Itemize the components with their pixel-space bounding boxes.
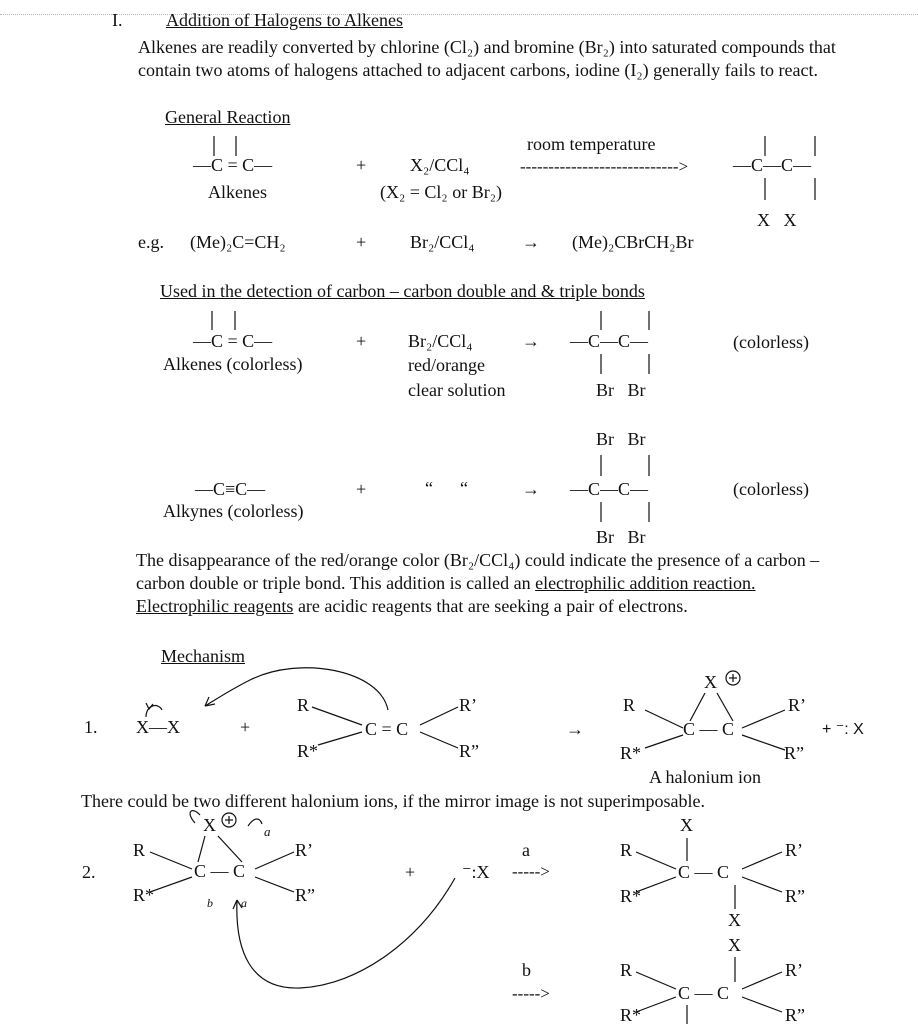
colorless-label: (colorless) (733, 479, 809, 499)
step2-r-star: R* (133, 885, 155, 905)
handwritten-a-lower: a (241, 896, 247, 910)
handwritten-b: b (207, 896, 213, 910)
bond-line (742, 710, 785, 728)
curved-arrow-nucleophile-attack (237, 878, 455, 988)
reagent-state: clear solution (408, 380, 506, 400)
ditto-marks: “ “ (425, 478, 468, 498)
product-a-r-star: R* (620, 886, 642, 906)
product-b-x-top: X (728, 935, 741, 955)
halonium-r-prime: R’ (788, 695, 806, 715)
product-a-c-c: C — C (678, 862, 730, 882)
product-b-c-c: C — C (678, 983, 730, 1003)
dibromo-product-bond: —C—C— (570, 331, 649, 351)
product-a-r-prime: R’ (785, 840, 803, 860)
bond-line (717, 693, 733, 721)
general-product-bond: —C—C— (733, 155, 812, 175)
tetrabromo-product-bond: —C—C— (570, 479, 649, 499)
product-a-r: R (620, 840, 633, 860)
arrow-head (146, 703, 153, 709)
bond-line (636, 877, 676, 892)
bond-line (742, 735, 785, 750)
plus-sign: + (405, 862, 416, 882)
reaction-arrow: → (522, 232, 540, 252)
bond-line (742, 877, 782, 892)
bond-line (645, 735, 683, 748)
arrow-head (233, 900, 242, 909)
halonium-r-dprime: R” (784, 743, 804, 763)
general-reagent: X₂/CCl₄ (410, 155, 470, 175)
product-a-r-dprime: R” (785, 886, 805, 906)
bond-line (742, 997, 782, 1012)
general-reaction-heading: General Reaction (165, 107, 291, 127)
step1-number: 1. (84, 717, 98, 737)
step2-c-c: C — C (194, 861, 246, 881)
bond-line (255, 877, 294, 892)
bridged-x: X (203, 815, 216, 835)
detection-heading: Used in the detection of carbon – carbon double and & triple bonds (160, 281, 645, 301)
bond-line (198, 836, 205, 862)
reaction-arrow: → (522, 479, 540, 499)
example-label: e.g. (138, 232, 164, 252)
bond-line (420, 732, 458, 748)
reaction-arrow: → (566, 719, 584, 739)
plus-sign: + (240, 717, 251, 737)
general-product-halogens: X X (757, 210, 797, 230)
section-number: I. (112, 10, 123, 30)
plus-sign: + (356, 155, 367, 175)
halonium-r: R (623, 695, 636, 715)
bond-line (150, 877, 192, 892)
halide-byproduct: + ⁻: X (822, 721, 864, 738)
alkene-r: R (297, 695, 310, 715)
bond-line (255, 852, 294, 869)
reagent-color: red/orange (408, 355, 485, 375)
alkene-r-star: R* (297, 741, 319, 761)
halonium-ion-label: A halonium ion (649, 767, 761, 787)
bond-line (318, 732, 362, 745)
tetrabromo-br-bottom: Br Br (596, 527, 646, 547)
mechanism-heading: Mechanism (161, 646, 245, 666)
example-reactant: (Me)₂C=CH₂ (190, 232, 286, 252)
step2-r-prime: R’ (295, 840, 313, 860)
curved-arrow-pi-to-halogen (205, 668, 388, 710)
general-reactant-name: Alkenes (208, 182, 267, 202)
path-a-label: a (522, 840, 530, 860)
product-b-r-prime: R’ (785, 960, 803, 980)
path-b-label: b (522, 960, 531, 980)
alkene-r-dprime: R” (459, 741, 479, 761)
halonium-c-c: C — C (683, 719, 735, 739)
bond-line (636, 852, 676, 869)
alkyne-label: Alkynes (colorless) (163, 501, 304, 521)
mirror-image-note: There could be two different halonium ions, if the mirror image is not superimposable. (81, 791, 706, 811)
alkene-label: Alkenes (colorless) (163, 354, 303, 374)
bond-line (645, 710, 683, 728)
reaction-arrow: → (522, 331, 540, 351)
alkene-bond: —C = C— (193, 331, 273, 351)
alkene-r-prime: R’ (459, 695, 477, 715)
halonium-r-star: R* (620, 743, 642, 763)
alkyne-bond: —C≡C— (195, 479, 266, 499)
reaction-condition: room temperature (527, 134, 656, 154)
bond-line (742, 852, 782, 869)
product-b-r-dprime: R” (785, 1005, 805, 1025)
handwritten-a: a (264, 824, 271, 839)
bond-line (636, 997, 676, 1012)
bond-line (636, 972, 676, 989)
dashed-arrow: ----------------------------> (520, 157, 689, 176)
halogen-x-x: X—X (136, 717, 180, 737)
colorless-label: (colorless) (733, 332, 809, 352)
tetrabromo-br-top: Br Br (596, 429, 646, 449)
plus-sign: + (356, 232, 367, 252)
step2-r-dprime: R” (295, 885, 315, 905)
plus-sign: + (356, 331, 367, 351)
path-a-arrow: -----> (512, 862, 550, 881)
detection-reagent: Br₂/CCl₄ (408, 331, 473, 351)
product-b-r: R (620, 960, 633, 980)
paragraph-text-c: are acidic reagents that are seeking a pair of electrons. (293, 596, 688, 616)
bond-line (420, 707, 458, 725)
step2-r: R (133, 840, 146, 860)
plus-sign: + (356, 479, 367, 499)
product-b-r-star: R* (620, 1005, 642, 1025)
bond-line (312, 707, 362, 725)
halonium-x: X (704, 672, 717, 692)
bond-line (218, 836, 242, 862)
path-b-arrow: -----> (512, 984, 550, 1003)
bond-line (150, 852, 192, 869)
curved-arrow-small-b (190, 811, 200, 823)
product-a-x-bottom: X (728, 910, 741, 930)
general-reagent-note: (X₂ = Cl₂ or Br₂) (380, 182, 502, 202)
electrophilic-addition-term: electrophilic addition reaction. (535, 573, 756, 593)
curved-arrow-small-a (248, 819, 262, 826)
nucleophile: ⁻:X (462, 862, 490, 882)
bond-line (690, 693, 705, 721)
step2-number: 2. (82, 862, 96, 882)
bond-line (742, 972, 782, 989)
product-a-x-top: X (680, 815, 693, 835)
dibromo-br-pair: Br Br (596, 380, 646, 400)
electrophilic-reagents-term: Electrophilic reagents (136, 596, 294, 616)
example-reagent: Br₂/CCl₄ (410, 232, 475, 252)
example-product: (Me)₂CBrCH₂Br (572, 232, 694, 252)
intro-paragraph: Alkenes are readily converted by chlorine (Cl₂) and bromine (Br₂) into saturated compounds that contain two atoms of halogens attached to adjacent carbons, iodine (I₂) generally fails to react. (138, 37, 836, 80)
general-reactant-bond: —C = C— (193, 155, 273, 175)
paragraph-text-a: The disappearance of the red/orange color (Br₂/CCl₄) could indicate the presence of a carbon – carbon double or triple bond. This addition is called an (136, 550, 820, 593)
section-title: Addition of Halogens to Alkenes (166, 10, 403, 30)
alkene-c-c: C = C (365, 719, 409, 739)
